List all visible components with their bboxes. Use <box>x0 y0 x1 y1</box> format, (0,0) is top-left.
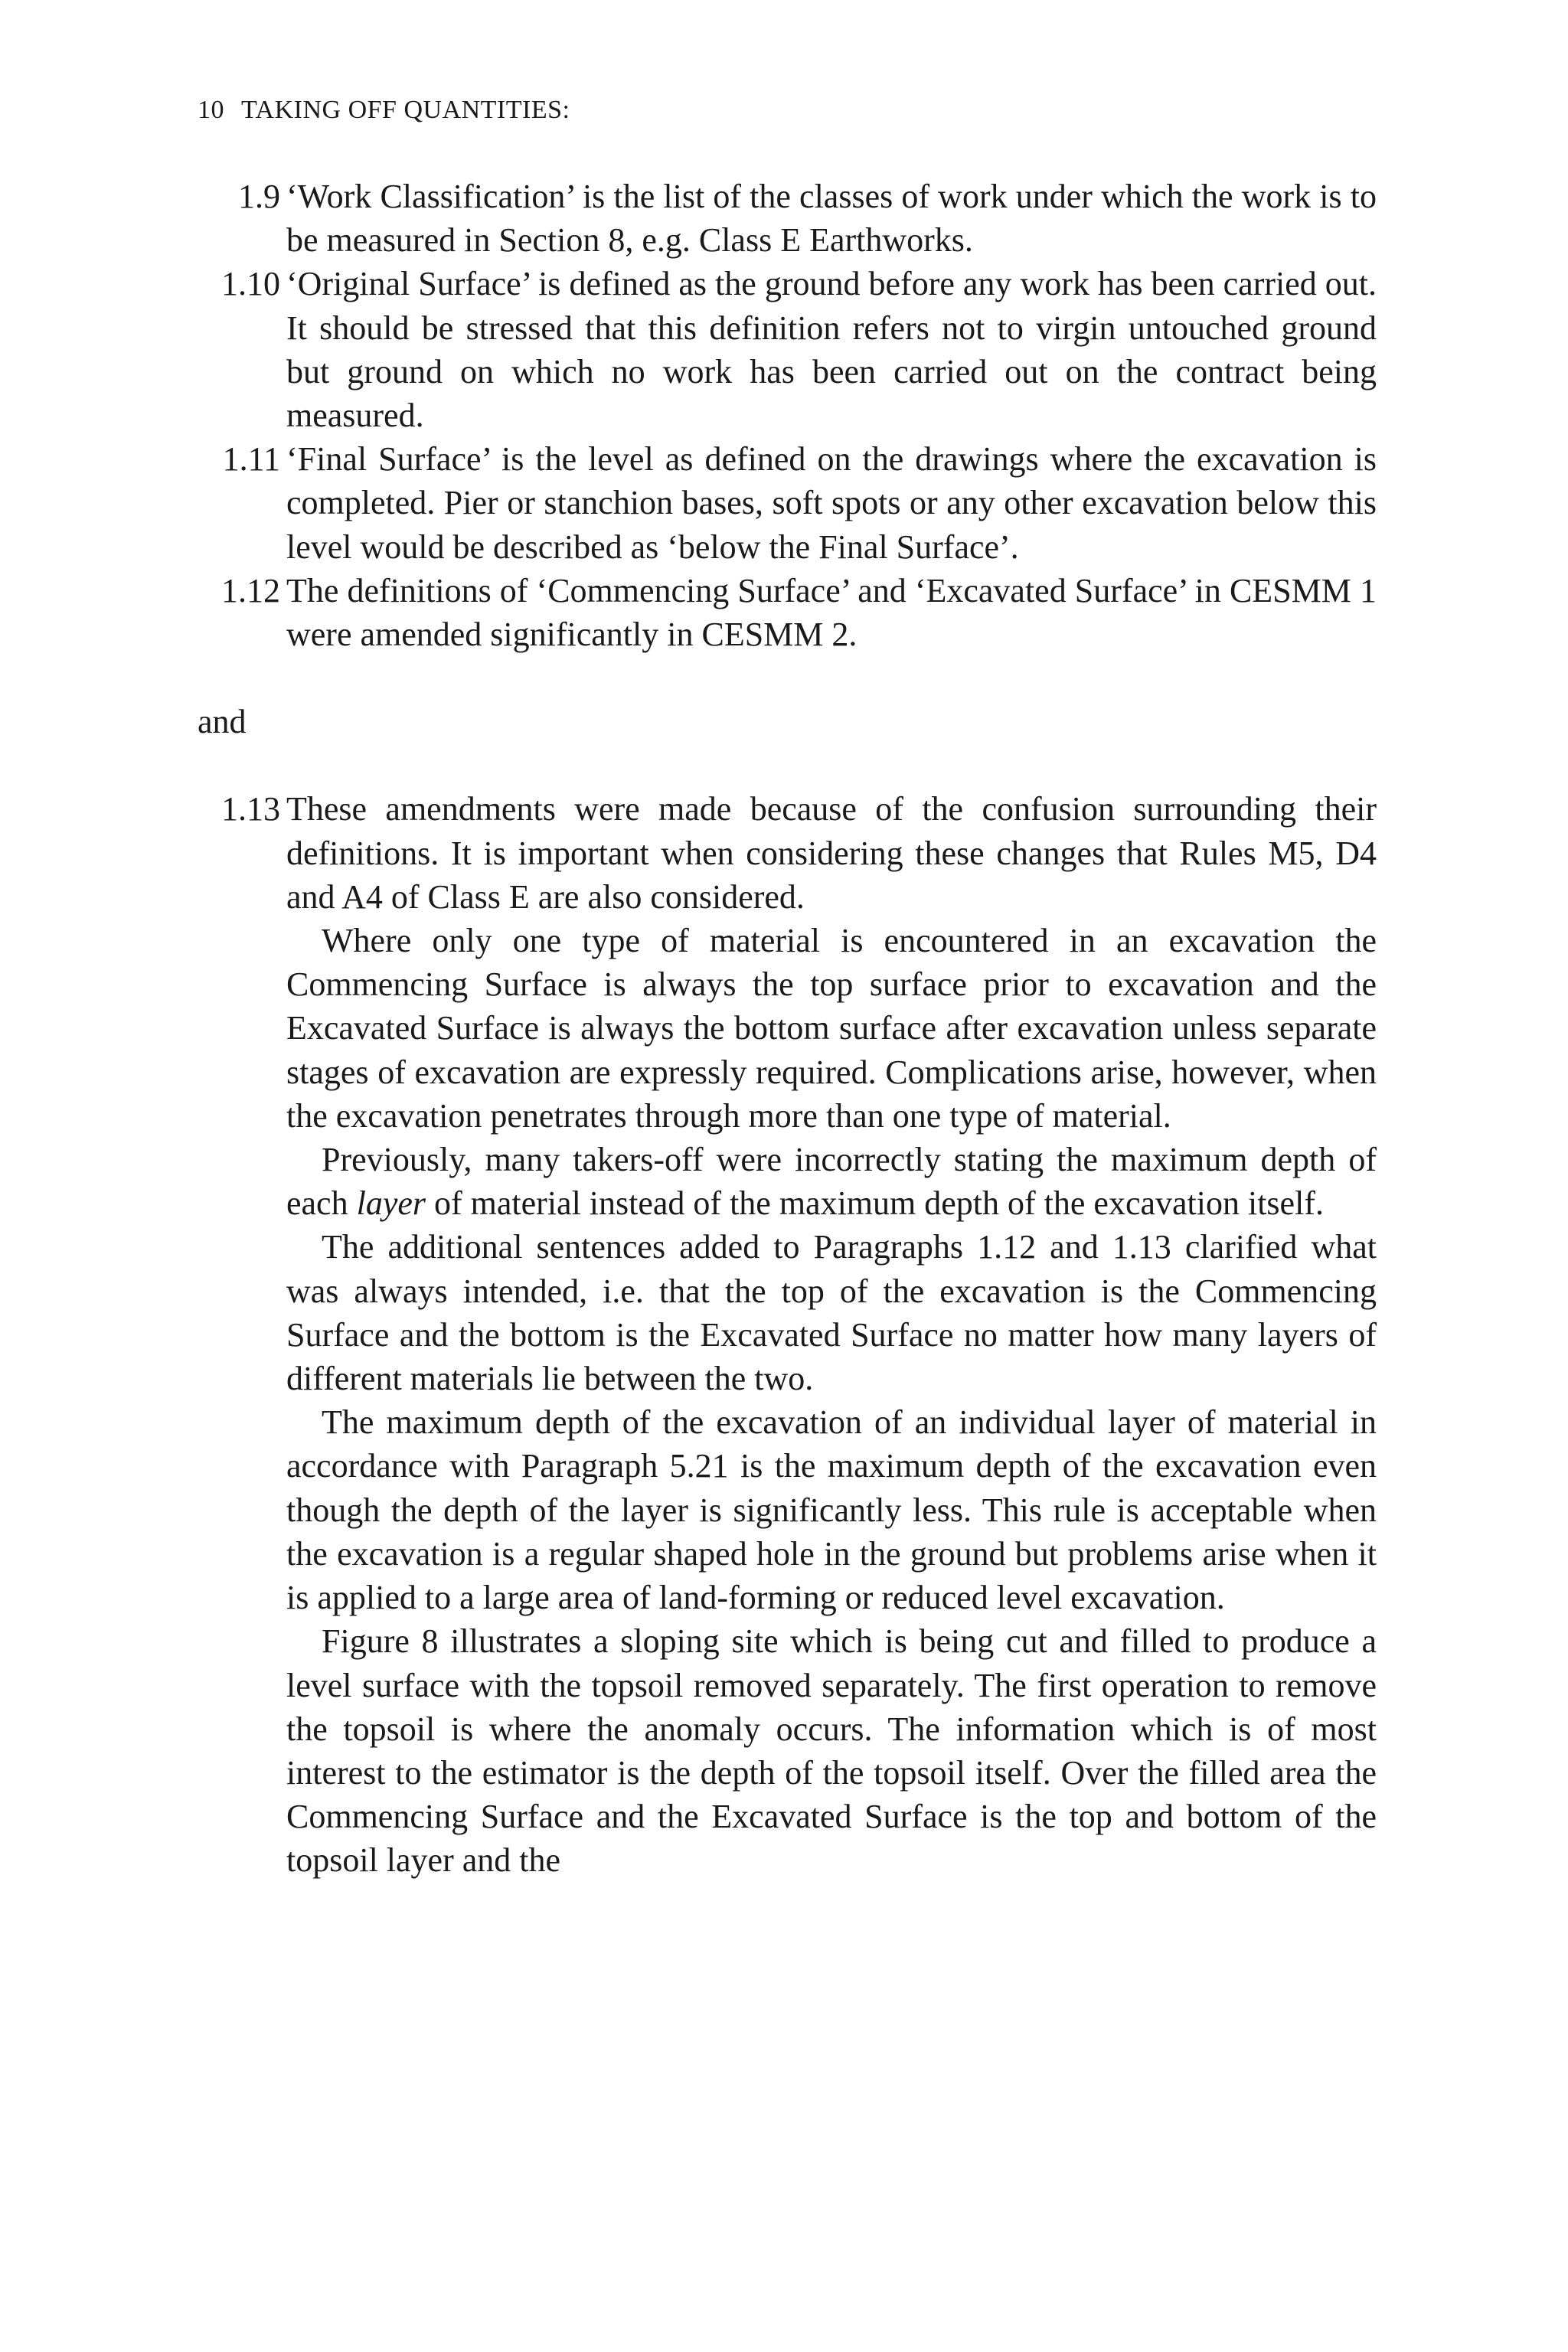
paragraph-text: Previously, many takers-off were incorrectly stating the maximum depth of each <box>286 1141 1377 1223</box>
paragraph-clarification: The additional sentences added to Paragraphs 1.12 and 1.13 clarified what was always intended, i.e. that the top of the excavation is the Commencing Surface and the bottom is the Excavated Surface no matter how many layers of different materials lie between the two. <box>286 1228 1377 1398</box>
definition-item-1-11 <box>198 437 1377 569</box>
page-body <box>198 175 1377 1883</box>
definition-item-1-12 <box>198 569 1377 656</box>
definition-item-1-9 <box>198 175 1377 262</box>
item-text: These amendments were made because of the confusion surrounding their definitions. It is important when considering these changes that Rules M5, D4 and A4 of Class E are also considered. <box>286 790 1377 916</box>
item-text: ‘Work Classification’ is the list of the classes of work under which the work is to be measured in Section 8, e.g. Class E Earthworks. <box>286 178 1377 260</box>
item-text: ‘Original Surface’ is defined as the ground before any work has been carried out. It should be stressed that this definition refers not to virgin untouched ground but ground on which no work has been carried out on the contract being measured. <box>286 265 1377 435</box>
paragraph-previous-practice <box>286 1138 1377 1225</box>
running-title: TAKING OFF QUANTITIES: <box>241 96 570 124</box>
connector-text: and <box>198 703 247 741</box>
item-number: 1.13 <box>221 790 280 828</box>
item-text: The definitions of ‘Commencing Surface’ and ‘Excavated Surface’ in CESMM 1 were amended significantly in CESMM 2. <box>286 571 1377 654</box>
item-number: 1.9 <box>238 178 280 215</box>
paragraph-maximum-depth: The maximum depth of the excavation of an individual layer of material in accordance with Paragraph 5.21 is the maximum depth of the excavation even though the depth of the layer is significantly less. This rule is acceptable when the excavation is a regular shaped hole in the ground but problems arise when it is applied to a large area of land-forming or reduced level excavation. <box>286 1403 1377 1617</box>
paragraph-single-material: Where only one type of material is encountered in an excavation the Commencing Surface is always the top surface prior to excavation and the Excavated Surface is always the bottom surface after excavation unless separate stages of excavation are expressly required. Complications arise, however, when the excavation penetrates through more than one type of material. <box>286 922 1377 1135</box>
emphasis-text: layer <box>356 1184 426 1223</box>
definition-item-1-10 <box>198 262 1377 437</box>
page-number: 10 <box>198 96 224 124</box>
paragraph-figure-8: Figure 8 illustrates a sloping site which is being cut and filled to produce a level surface with the topsoil removed separately. The first operation to remove the topsoil is where the anomaly occurs. The information which is of most interest to the estimator is the depth of the topsoil itself. Over the filled area the Commencing Surface and the Excavated Surface is the top and bottom of the topsoil layer and the <box>286 1622 1377 1880</box>
definition-item-1-13 <box>198 787 1377 919</box>
item-text: ‘Final Surface’ is the level as defined on the drawings where the excavation is completed. Pier or stanchion bases, soft spots or any other excavation below this level would be described as ‘below the Final Surface’. <box>286 440 1377 566</box>
item-number: 1.10 <box>221 265 280 303</box>
item-number: 1.12 <box>221 571 280 609</box>
running-head <box>198 93 570 127</box>
item-number: 1.11 <box>222 440 280 479</box>
paragraph-text: of material instead of the maximum depth of the excavation itself. <box>426 1184 1324 1223</box>
